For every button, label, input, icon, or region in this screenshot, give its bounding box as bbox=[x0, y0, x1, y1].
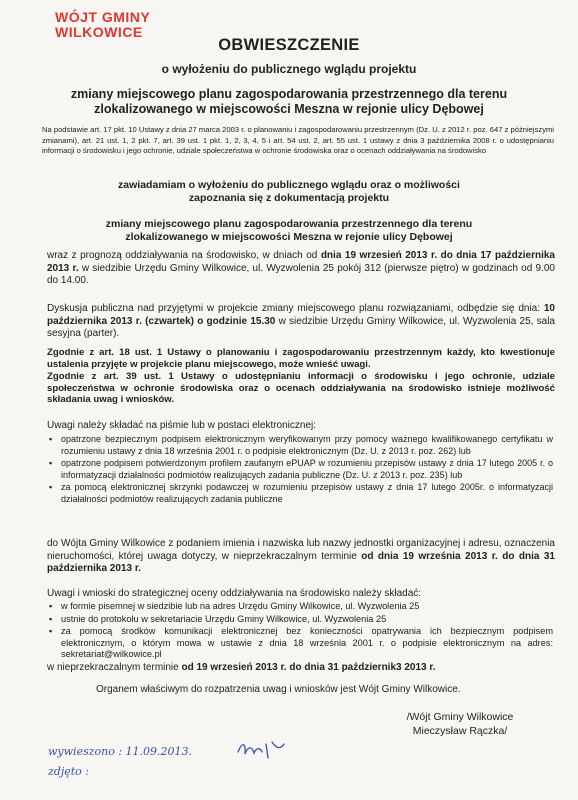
strategic-list bbox=[47, 601, 553, 662]
posted-date: wywieszono : 11.09.2013. bbox=[48, 745, 193, 758]
list-item: ▪ za pomocą elektronicznej skrzynki podawczej w rozumieniu przepisów ustawy z dnia 17 lutego 2005r. o informatyzacji działalności podmiotów realizujących zadania publiczne bbox=[47, 482, 553, 505]
list-item: ▪ za pomocą środków komunikacji elektronicznej bez konieczności opatrywania ich bezpiecznym podpisem elektronicznym, o którym mowa w ustawie z dnia 18 września 2001 r. o podpisie elektronicznym na adres: sekretariat@wilkowice.pl bbox=[47, 626, 553, 661]
strategic-deadline-text: w nieprzekraczalnym terminie bbox=[47, 662, 182, 673]
competent-authority: Organem właściwym do rozpatrzenia uwag i wniosków jest Wójt Gminy Wilkowice. bbox=[96, 684, 461, 695]
exhibition-text-c: w siedzibie Urzędu Gminy Wilkowice, ul. Wyzwolenia 25 pokój 312 (pierwsze piętro) w godzinach od 9.00 do 14.00. bbox=[47, 262, 555, 287]
exhibition-text-a: wraz z prognozą oddziaływania na środowisko, w dniach od bbox=[47, 250, 321, 261]
remarks-addressee bbox=[47, 538, 555, 576]
discussion-date: 10 października 2013 r. (czwartek) o godzinie 15.30 bbox=[47, 303, 555, 327]
list-item: ▪ ustnie do protokołu w sekretariacie Urzędu Gminy Wilkowice, ul. Wyzwolenia 25 bbox=[47, 614, 553, 626]
logo-line-2: WILKOWICE bbox=[55, 24, 143, 40]
project-title bbox=[30, 87, 548, 117]
notice-subtitle: o wyłożeniu do publicznego wglądu projektu bbox=[161, 62, 417, 76]
law-note-planning: Zgodnie z art. 18 ust. 1 Ustawy o planowaniu i zagospodarowaniu przestrzennym każdy, kto kwestionuje ustalenia przyjęte w projekcie planu miejscowego, może wnieść uwagi. bbox=[47, 347, 555, 370]
discussion-text-a: Dyskusja publiczna nad przyjętymi w projekcie zmiany miejscowego planu rozwiązaniami, odbędzie się dnia: bbox=[47, 303, 544, 314]
list-item: ▪ w formie pisemnej w siedzibie lub na adres Urzędu Gminy Wilkowice, ul. Wyzwolenia 25 bbox=[47, 601, 553, 613]
strategic-intro: Uwagi i wnioski do strategicznej oceny oddziaływania na środowisko należy składać: bbox=[47, 588, 422, 599]
remarks-addressee-text: do Wójta Gminy Wilkowice z podaniem imienia i nazwiska lub nazwy jednostki organizacyjnej i adresu, oznaczenia nieruchomości, której uwaga dotyczy, w nieprzekraczalnym terminie bbox=[47, 538, 555, 562]
logo-line-1: WÓJT GMINY bbox=[55, 9, 151, 25]
remarks-deadline: od dnia 19 września 2013 r. do dnia 31 października 2013 r. bbox=[47, 550, 555, 575]
announcement-line-1: zawiadamiam o wyłożeniu do publicznego wglądu oraz o możliwości bbox=[118, 179, 460, 191]
law-note-environment: Zgodnie z art. 39 ust. 1 Ustawy o udostępnianiu informacji o środowisku i jego ochronie, udziale społeczeństwa w ochronie środowiska oraz o ocenach oddziaływania na środowisko istnieje możliwość składania uwag i wniosków. bbox=[47, 371, 555, 405]
discussion-text-c: w siedzibie Urzędu Gminy Wilkowice, ul. Wyzwolenia 25, sala sesyjna (parter). bbox=[47, 315, 555, 340]
removed-date: zdjęto : bbox=[48, 765, 90, 778]
notice-title: OBWIESZCZENIE bbox=[218, 36, 360, 54]
handwritten-annotation bbox=[48, 742, 192, 782]
list-item: ▪ opatrzone bezpiecznym podpisem elektronicznym weryfikowanym przy pomocy ważnego kwalifikowanego certyfikatu w rozumieniu ustawy z dnia 18 września 2001 r. o podpisie elektronicznym (Dz. U. z 2013 r. poz. 262) lub bbox=[47, 434, 553, 457]
project-title-line-2: zlokalizowanego w miejscowości Meszna w rejonie ulicy Dębowej bbox=[94, 102, 484, 116]
announcement-line-4: zlokalizowanego w miejscowości Meszna w rejonie ulicy Dębowej bbox=[125, 231, 453, 243]
strategic-deadline bbox=[47, 662, 555, 675]
strategic-deadline-dates: od 19 wrzesień 2013 r. do dnia 31 październik3 2013 r. bbox=[181, 662, 436, 673]
signature-line-2: Mieczysław Rączka/ bbox=[412, 725, 508, 737]
handwritten-initials bbox=[236, 738, 286, 760]
list-item: ▪ opatrzone podpisem potwierdzonym profilem zaufanym ePUAP w rozumieniu przepisów ustawy z dnia 17 lutego 2005 r. o informatyzacji działalności podmiotów realizujących zadania publiczne (Dz. U. z 2013 r. poz. 235) lub bbox=[47, 458, 553, 481]
exhibition-paragraph bbox=[47, 250, 555, 288]
exhibition-dates: dnia 19 wrzesień 2013 r. do dnia 17 października 2013 r. bbox=[47, 250, 555, 274]
project-title-line-1: zmiany miejscowego planu zagospodarowania przestrzennego dla terenu bbox=[70, 87, 508, 101]
legal-basis: Na podstawie art. 17 pkt. 10 Ustawy z dnia 27 marca 2003 r. o planowaniu i zagospodarowaniu przestrzennym (Dz. U. z 2012 r. poz. 647 z późniejszymi zmianami), art. 21 ust. 1, 2 pkt. 7, art. 39 ust. 1 pkt. 1, 2, 3, 4, 5 i art. 54 ust. 2, art. 55 ust. 1 ustawy z dnia 3 października 2008 r. o udostępnianiu informacji o środowisku i jego ochronie, udziale społeczeństwa w ochronie środowiska oraz o ocenach oddziaływania na środowisko bbox=[42, 125, 554, 155]
announcement-line-2: zapoznania się z dokumentacją projektu bbox=[188, 192, 390, 204]
remarks-intro: Uwagi należy składać na piśmie lub w postaci elektronicznej: bbox=[47, 420, 317, 431]
discussion-paragraph bbox=[47, 303, 555, 341]
announcement-project bbox=[40, 218, 538, 244]
announcement-line-3: zmiany miejscowego planu zagospodarowania przestrzennego dla terenu bbox=[105, 218, 473, 230]
signature-line-1: /Wójt Gminy Wilkowice bbox=[406, 711, 514, 723]
remarks-list bbox=[47, 434, 553, 506]
announcement-heading bbox=[40, 179, 538, 205]
signature-block bbox=[370, 710, 550, 738]
